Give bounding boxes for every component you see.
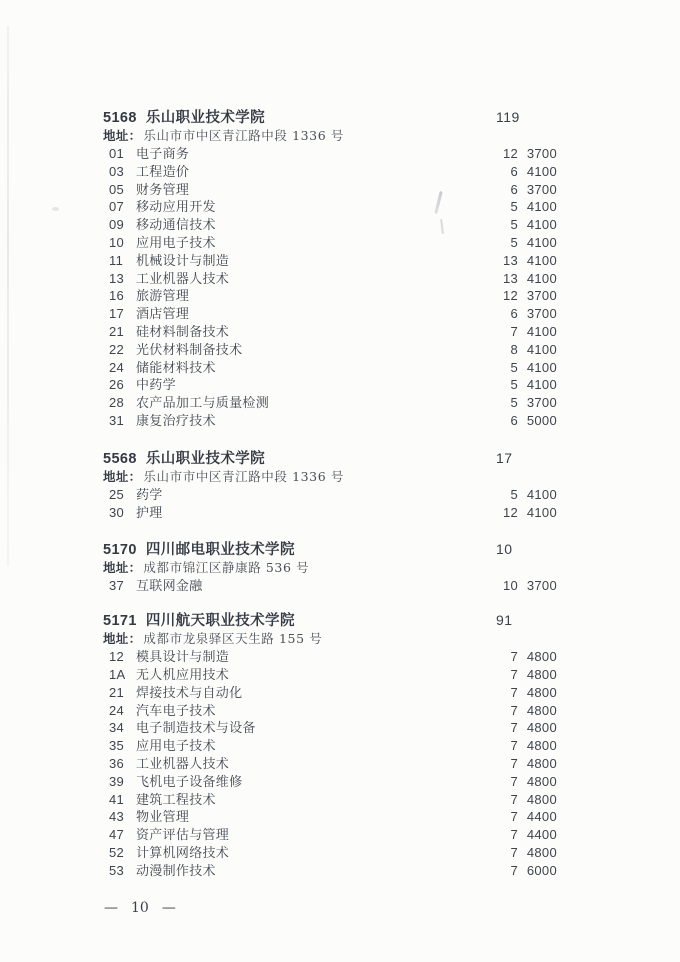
major-name: 储能材料技术 bbox=[136, 359, 216, 375]
major-tuition-fee: 4100 bbox=[526, 217, 557, 233]
major-name: 汽车电子技术 bbox=[136, 702, 216, 718]
major-row bbox=[103, 163, 557, 181]
major-row bbox=[103, 412, 557, 430]
major-tuition-fee: 4100 bbox=[526, 341, 557, 357]
major-tuition-fee: 4100 bbox=[526, 270, 557, 286]
major-code: 24 bbox=[109, 702, 125, 718]
major-row bbox=[103, 305, 557, 323]
major-row bbox=[103, 719, 557, 737]
major-plan-count: 6 bbox=[510, 306, 518, 322]
major-tuition-fee: 4800 bbox=[526, 844, 557, 860]
school-header-row bbox=[103, 108, 557, 127]
major-code: 31 bbox=[109, 412, 125, 428]
major-plan-count: 6 bbox=[510, 163, 518, 179]
major-name: 互联网金融 bbox=[136, 578, 203, 594]
major-code: 24 bbox=[109, 359, 125, 375]
major-row bbox=[103, 666, 557, 684]
major-row bbox=[103, 341, 557, 359]
major-tuition-fee: 4100 bbox=[526, 252, 557, 268]
major-plan-count: 7 bbox=[510, 773, 518, 789]
major-plan-count: 5 bbox=[510, 217, 518, 233]
major-code: 17 bbox=[109, 306, 125, 322]
major-name: 工业机器人技术 bbox=[136, 270, 230, 286]
major-code: 28 bbox=[109, 395, 125, 411]
school-name: 乐山职业技术学院 bbox=[145, 110, 266, 126]
major-plan-count: 7 bbox=[510, 649, 518, 665]
footer-left-dash: — bbox=[104, 900, 118, 916]
school-section bbox=[103, 449, 557, 522]
major-plan-count: 10 bbox=[502, 578, 518, 594]
major-name: 旅游管理 bbox=[136, 288, 190, 304]
major-name: 护理 bbox=[136, 504, 163, 520]
major-row bbox=[103, 216, 557, 234]
major-plan-count: 12 bbox=[502, 288, 518, 304]
major-row bbox=[103, 648, 557, 666]
major-name: 机械设计与制造 bbox=[136, 252, 230, 268]
school-section bbox=[103, 108, 557, 430]
major-tuition-fee: 3700 bbox=[526, 578, 557, 594]
school-total-count: 119 bbox=[496, 109, 520, 125]
major-name: 药学 bbox=[136, 486, 163, 502]
major-row bbox=[103, 145, 557, 163]
major-plan-count: 7 bbox=[510, 702, 518, 718]
major-row bbox=[103, 234, 557, 252]
major-code: 01 bbox=[109, 146, 125, 161]
major-row bbox=[103, 376, 557, 394]
major-code: 41 bbox=[109, 791, 125, 807]
major-name: 农产品加工与质量检测 bbox=[136, 395, 270, 411]
major-tuition-fee: 4800 bbox=[526, 649, 557, 665]
major-row bbox=[103, 486, 557, 504]
major-name: 物业管理 bbox=[136, 809, 190, 825]
major-name: 计算机网络技术 bbox=[136, 844, 230, 860]
major-name: 酒店管理 bbox=[136, 306, 190, 322]
major-name: 硅材料制备技术 bbox=[136, 323, 230, 339]
major-code: 22 bbox=[109, 341, 125, 357]
address-row bbox=[103, 559, 557, 577]
major-name: 工程造价 bbox=[136, 163, 190, 179]
major-tuition-fee: 4400 bbox=[526, 827, 557, 843]
major-code: 39 bbox=[109, 773, 125, 789]
school-code: 5170 bbox=[103, 542, 137, 559]
school-total-count: 91 bbox=[496, 612, 513, 629]
major-plan-count: 13 bbox=[502, 270, 518, 286]
scan-edge-artifact bbox=[7, 26, 9, 566]
major-row bbox=[103, 181, 557, 199]
document-content bbox=[103, 108, 557, 880]
major-tuition-fee: 4800 bbox=[526, 720, 557, 736]
major-name: 中药学 bbox=[136, 377, 176, 393]
major-plan-count: 8 bbox=[510, 341, 518, 357]
address-text: 成都市锦江区静康路 536 号 bbox=[143, 560, 310, 576]
major-tuition-fee: 3700 bbox=[526, 395, 557, 411]
major-row bbox=[103, 359, 557, 377]
page-footer bbox=[104, 900, 176, 916]
major-code: 47 bbox=[109, 827, 125, 843]
major-name: 电子制造技术与设备 bbox=[136, 720, 256, 736]
school-code: 5171 bbox=[103, 613, 137, 630]
major-tuition-fee: 4800 bbox=[526, 773, 557, 789]
major-tuition-fee: 4100 bbox=[526, 323, 557, 339]
major-name: 应用电子技术 bbox=[136, 234, 216, 250]
major-code: 36 bbox=[109, 755, 125, 771]
major-tuition-fee: 4800 bbox=[526, 791, 557, 807]
major-tuition-fee: 4100 bbox=[526, 199, 557, 215]
footer-right-dash: — bbox=[161, 900, 176, 916]
address-text: 成都市龙泉驿区天生路 155 号 bbox=[143, 631, 323, 647]
school-total-count: 10 bbox=[496, 541, 513, 558]
major-name: 财务管理 bbox=[136, 181, 190, 197]
major-list bbox=[103, 648, 557, 879]
major-plan-count: 7 bbox=[510, 720, 518, 736]
address-label: 地址： bbox=[103, 561, 142, 576]
major-tuition-fee: 4800 bbox=[526, 702, 557, 718]
major-tuition-fee: 4400 bbox=[526, 809, 557, 825]
major-plan-count: 7 bbox=[510, 827, 518, 843]
major-list bbox=[103, 145, 557, 430]
major-plan-count: 7 bbox=[510, 755, 518, 771]
major-list bbox=[103, 486, 557, 522]
major-code: 43 bbox=[109, 809, 125, 825]
major-code: 30 bbox=[109, 504, 125, 520]
major-plan-count: 7 bbox=[510, 809, 518, 825]
school-header-row bbox=[103, 611, 557, 630]
major-code: 09 bbox=[109, 217, 125, 233]
major-code: 13 bbox=[109, 270, 125, 286]
major-name: 模具设计与制造 bbox=[136, 649, 230, 665]
major-plan-count: 5 bbox=[510, 486, 518, 502]
major-row bbox=[103, 252, 557, 270]
school-code: 5568 bbox=[103, 450, 137, 467]
major-row bbox=[103, 773, 557, 791]
major-plan-count: 7 bbox=[510, 666, 518, 682]
major-name: 光伏材料制备技术 bbox=[136, 341, 243, 357]
address-text: 乐山市市中区青江路中段 1336 号 bbox=[143, 468, 344, 484]
major-plan-count: 7 bbox=[510, 684, 518, 700]
address-label: 地址： bbox=[103, 632, 142, 647]
major-tuition-fee: 3700 bbox=[526, 306, 557, 322]
major-name: 资产评估与管理 bbox=[136, 827, 230, 843]
major-name: 移动通信技术 bbox=[136, 217, 216, 233]
major-code: 1A bbox=[109, 666, 126, 682]
major-code: 12 bbox=[109, 649, 125, 665]
major-tuition-fee: 4100 bbox=[526, 163, 557, 179]
major-name: 焊接技术与自动化 bbox=[136, 684, 243, 700]
major-row bbox=[103, 577, 557, 595]
major-code: 25 bbox=[109, 486, 125, 502]
major-name: 动漫制作技术 bbox=[136, 862, 216, 878]
major-code: 21 bbox=[109, 684, 125, 700]
address-label: 地址： bbox=[103, 129, 142, 143]
major-tuition-fee: 5000 bbox=[526, 412, 557, 428]
major-row bbox=[103, 323, 557, 341]
major-tuition-fee: 3700 bbox=[526, 288, 557, 304]
major-code: 26 bbox=[109, 377, 125, 393]
major-code: 53 bbox=[109, 862, 125, 878]
major-code: 34 bbox=[109, 720, 125, 736]
major-row bbox=[103, 287, 557, 305]
major-tuition-fee: 4800 bbox=[526, 738, 557, 754]
major-row bbox=[103, 504, 557, 522]
school-header-row bbox=[103, 540, 557, 559]
address-row bbox=[103, 127, 557, 145]
major-code: 52 bbox=[109, 844, 125, 860]
major-name: 飞机电子设备维修 bbox=[136, 773, 243, 789]
major-code: 11 bbox=[109, 252, 124, 268]
school-code: 5168 bbox=[103, 110, 137, 126]
major-row bbox=[103, 826, 557, 844]
footer-page-number: 10 bbox=[131, 900, 149, 916]
major-tuition-fee: 4800 bbox=[526, 666, 557, 682]
major-plan-count: 12 bbox=[502, 504, 518, 520]
major-row bbox=[103, 844, 557, 862]
major-code: 16 bbox=[109, 288, 125, 304]
major-tuition-fee: 3700 bbox=[526, 181, 557, 197]
major-plan-count: 7 bbox=[510, 791, 518, 807]
major-list bbox=[103, 577, 557, 595]
major-name: 应用电子技术 bbox=[136, 738, 216, 754]
major-plan-count: 5 bbox=[510, 377, 518, 393]
major-plan-count: 6 bbox=[510, 181, 518, 197]
major-row bbox=[103, 791, 557, 809]
major-tuition-fee: 3700 bbox=[526, 146, 557, 161]
school-section bbox=[103, 611, 557, 879]
address-row bbox=[103, 630, 557, 648]
major-name: 建筑工程技术 bbox=[136, 791, 216, 807]
major-row bbox=[103, 755, 557, 773]
major-row bbox=[103, 198, 557, 216]
major-plan-count: 5 bbox=[510, 234, 518, 250]
major-tuition-fee: 4100 bbox=[526, 377, 557, 393]
school-name: 四川邮电职业技术学院 bbox=[145, 542, 295, 559]
major-row bbox=[103, 702, 557, 720]
major-tuition-fee: 4100 bbox=[526, 486, 557, 502]
major-tuition-fee: 4100 bbox=[526, 504, 557, 520]
major-tuition-fee: 4100 bbox=[526, 359, 557, 375]
major-plan-count: 5 bbox=[510, 395, 518, 411]
school-section bbox=[103, 540, 557, 595]
major-tuition-fee: 4800 bbox=[526, 755, 557, 771]
major-code: 10 bbox=[109, 234, 125, 250]
major-code: 07 bbox=[109, 199, 125, 215]
school-header-row bbox=[103, 449, 557, 468]
major-plan-count: 12 bbox=[502, 146, 518, 161]
major-plan-count: 6 bbox=[510, 412, 518, 428]
major-code: 03 bbox=[109, 163, 125, 179]
major-plan-count: 5 bbox=[510, 199, 518, 215]
major-name: 工业机器人技术 bbox=[136, 755, 230, 771]
major-row bbox=[103, 808, 557, 826]
major-plan-count: 7 bbox=[510, 323, 518, 339]
major-plan-count: 7 bbox=[510, 844, 518, 860]
major-row bbox=[103, 862, 557, 880]
school-name: 乐山职业技术学院 bbox=[145, 450, 266, 467]
address-label: 地址： bbox=[103, 469, 142, 484]
major-name: 康复治疗技术 bbox=[136, 412, 216, 428]
major-row bbox=[103, 737, 557, 755]
major-name: 移动应用开发 bbox=[136, 199, 216, 215]
major-row bbox=[103, 394, 557, 412]
major-code: 05 bbox=[109, 181, 125, 197]
major-plan-count: 13 bbox=[502, 252, 518, 268]
major-row bbox=[103, 684, 557, 702]
major-name: 无人机应用技术 bbox=[136, 666, 230, 682]
major-code: 21 bbox=[109, 323, 125, 339]
major-tuition-fee: 4800 bbox=[526, 684, 557, 700]
major-code: 37 bbox=[109, 578, 125, 594]
major-plan-count: 5 bbox=[510, 359, 518, 375]
address-row bbox=[103, 468, 557, 486]
major-plan-count: 7 bbox=[510, 738, 518, 754]
major-plan-count: 7 bbox=[510, 862, 518, 878]
address-text: 乐山市市中区青江路中段 1336 号 bbox=[143, 128, 344, 143]
major-row bbox=[103, 270, 557, 288]
school-name: 四川航天职业技术学院 bbox=[145, 613, 295, 630]
scan-speck-artifact bbox=[52, 207, 59, 211]
major-code: 35 bbox=[109, 738, 125, 754]
major-tuition-fee: 6000 bbox=[526, 862, 557, 878]
major-name: 电子商务 bbox=[136, 146, 190, 161]
school-total-count: 17 bbox=[496, 449, 513, 466]
major-tuition-fee: 4100 bbox=[526, 234, 557, 250]
